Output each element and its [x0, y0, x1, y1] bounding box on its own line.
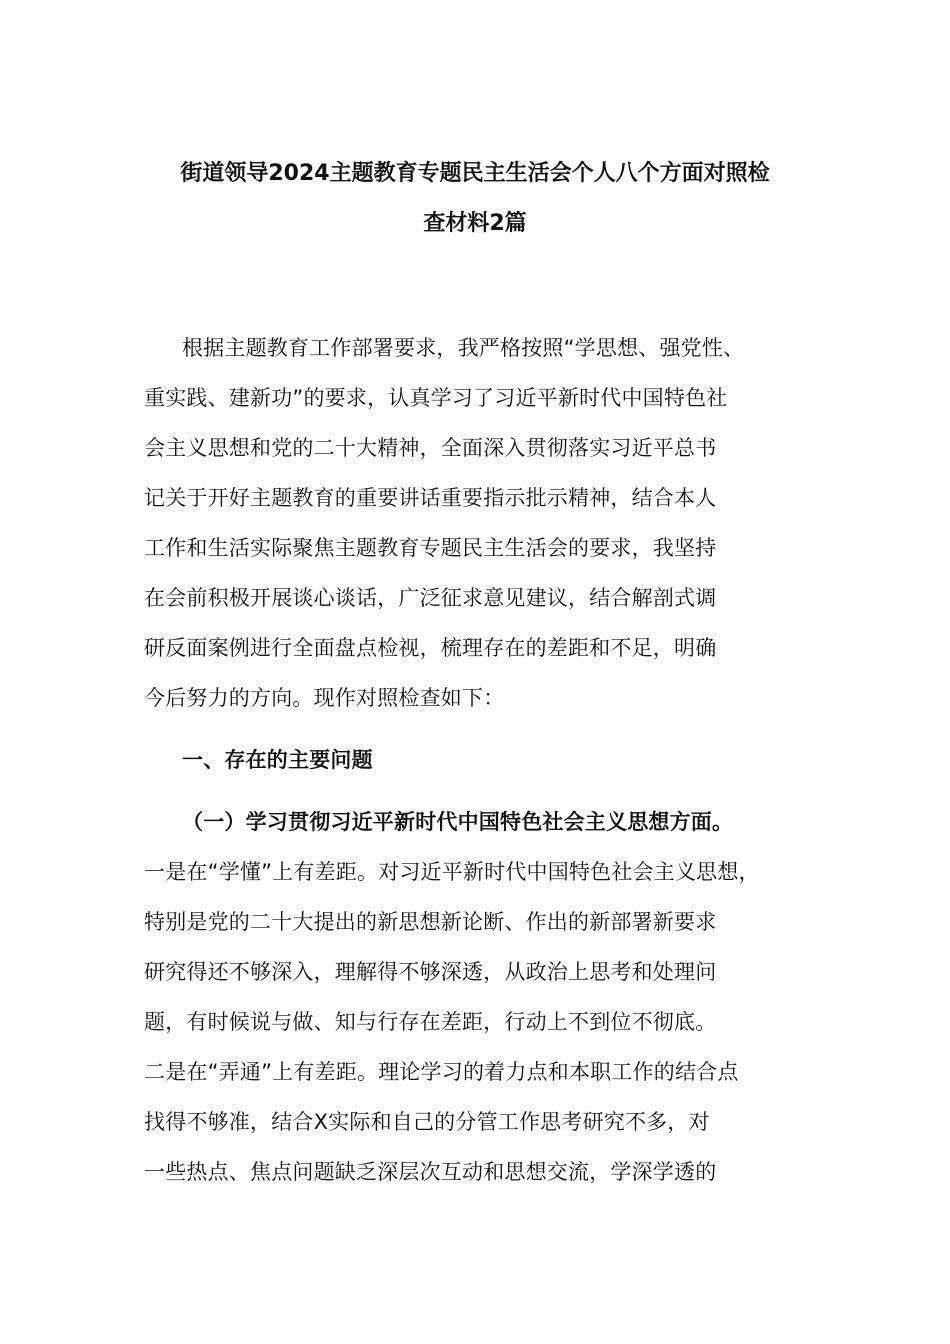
document-title-line-2: 查材料2篇 [423, 211, 527, 236]
body-paragraph-line: 二是在“弄通”上有差距。理论学习的着力点和本职工作的结合点 [144, 1060, 739, 1084]
body-paragraph-line: 研究得还不够深入，理解得不够深透，从政治上思考和处理问 [144, 960, 717, 984]
body-paragraph-line: 一些热点、焦点问题缺乏深层次互动和思想交流，学深学透的 [144, 1160, 717, 1184]
intro-paragraph-line: 在会前积极开展谈心谈话，广泛征求意见建议，结合解剖式调 [144, 586, 717, 610]
subsection-heading: （一）学习贯彻习近平新时代中国特色社会主义思想方面。 [182, 810, 734, 834]
intro-paragraph-line: 工作和生活实际聚焦主题教育专题民主生活会的要求，我坚持 [144, 536, 717, 560]
body-paragraph-line: 找得不够准，结合X实际和自己的分管工作思考研究不多，对 [144, 1110, 710, 1134]
intro-paragraph-line: 研反面案例进行全面盘点检视，梳理存在的差距和不足，明确 [144, 636, 717, 660]
intro-paragraph-line: 会主义思想和党的二十大精神，全面深入贯彻落实习近平总书 [144, 436, 717, 460]
intro-paragraph-line: 根据主题教育工作部署要求，我严格按照“学思想、强党性、 [182, 336, 745, 360]
body-paragraph-line: 题，有时候说与做、知与行存在差距，行动上不到位不彻底。 [144, 1010, 717, 1034]
body-paragraph-line: 一是在“学懂”上有差距。对习近平新时代中国特色社会主义思想， [144, 860, 760, 884]
intro-paragraph-line: 今后努力的方向。现作对照检查如下： [144, 686, 505, 710]
body-paragraph-line: 特别是党的二十大提出的新思想新论断、作出的新部署新要求 [144, 910, 717, 934]
intro-paragraph-line: 重实践、建新功”的要求，认真学习了习近平新时代中国特色社 [144, 386, 728, 410]
document-title-line-1: 街道领导2024主题教育专题民主生活会个人八个方面对照检 [180, 161, 770, 186]
intro-paragraph-line: 记关于开好主题教育的重要讲话重要指示批示精神，结合本人 [144, 486, 717, 510]
section-heading: 一、存在的主要问题 [182, 748, 373, 772]
